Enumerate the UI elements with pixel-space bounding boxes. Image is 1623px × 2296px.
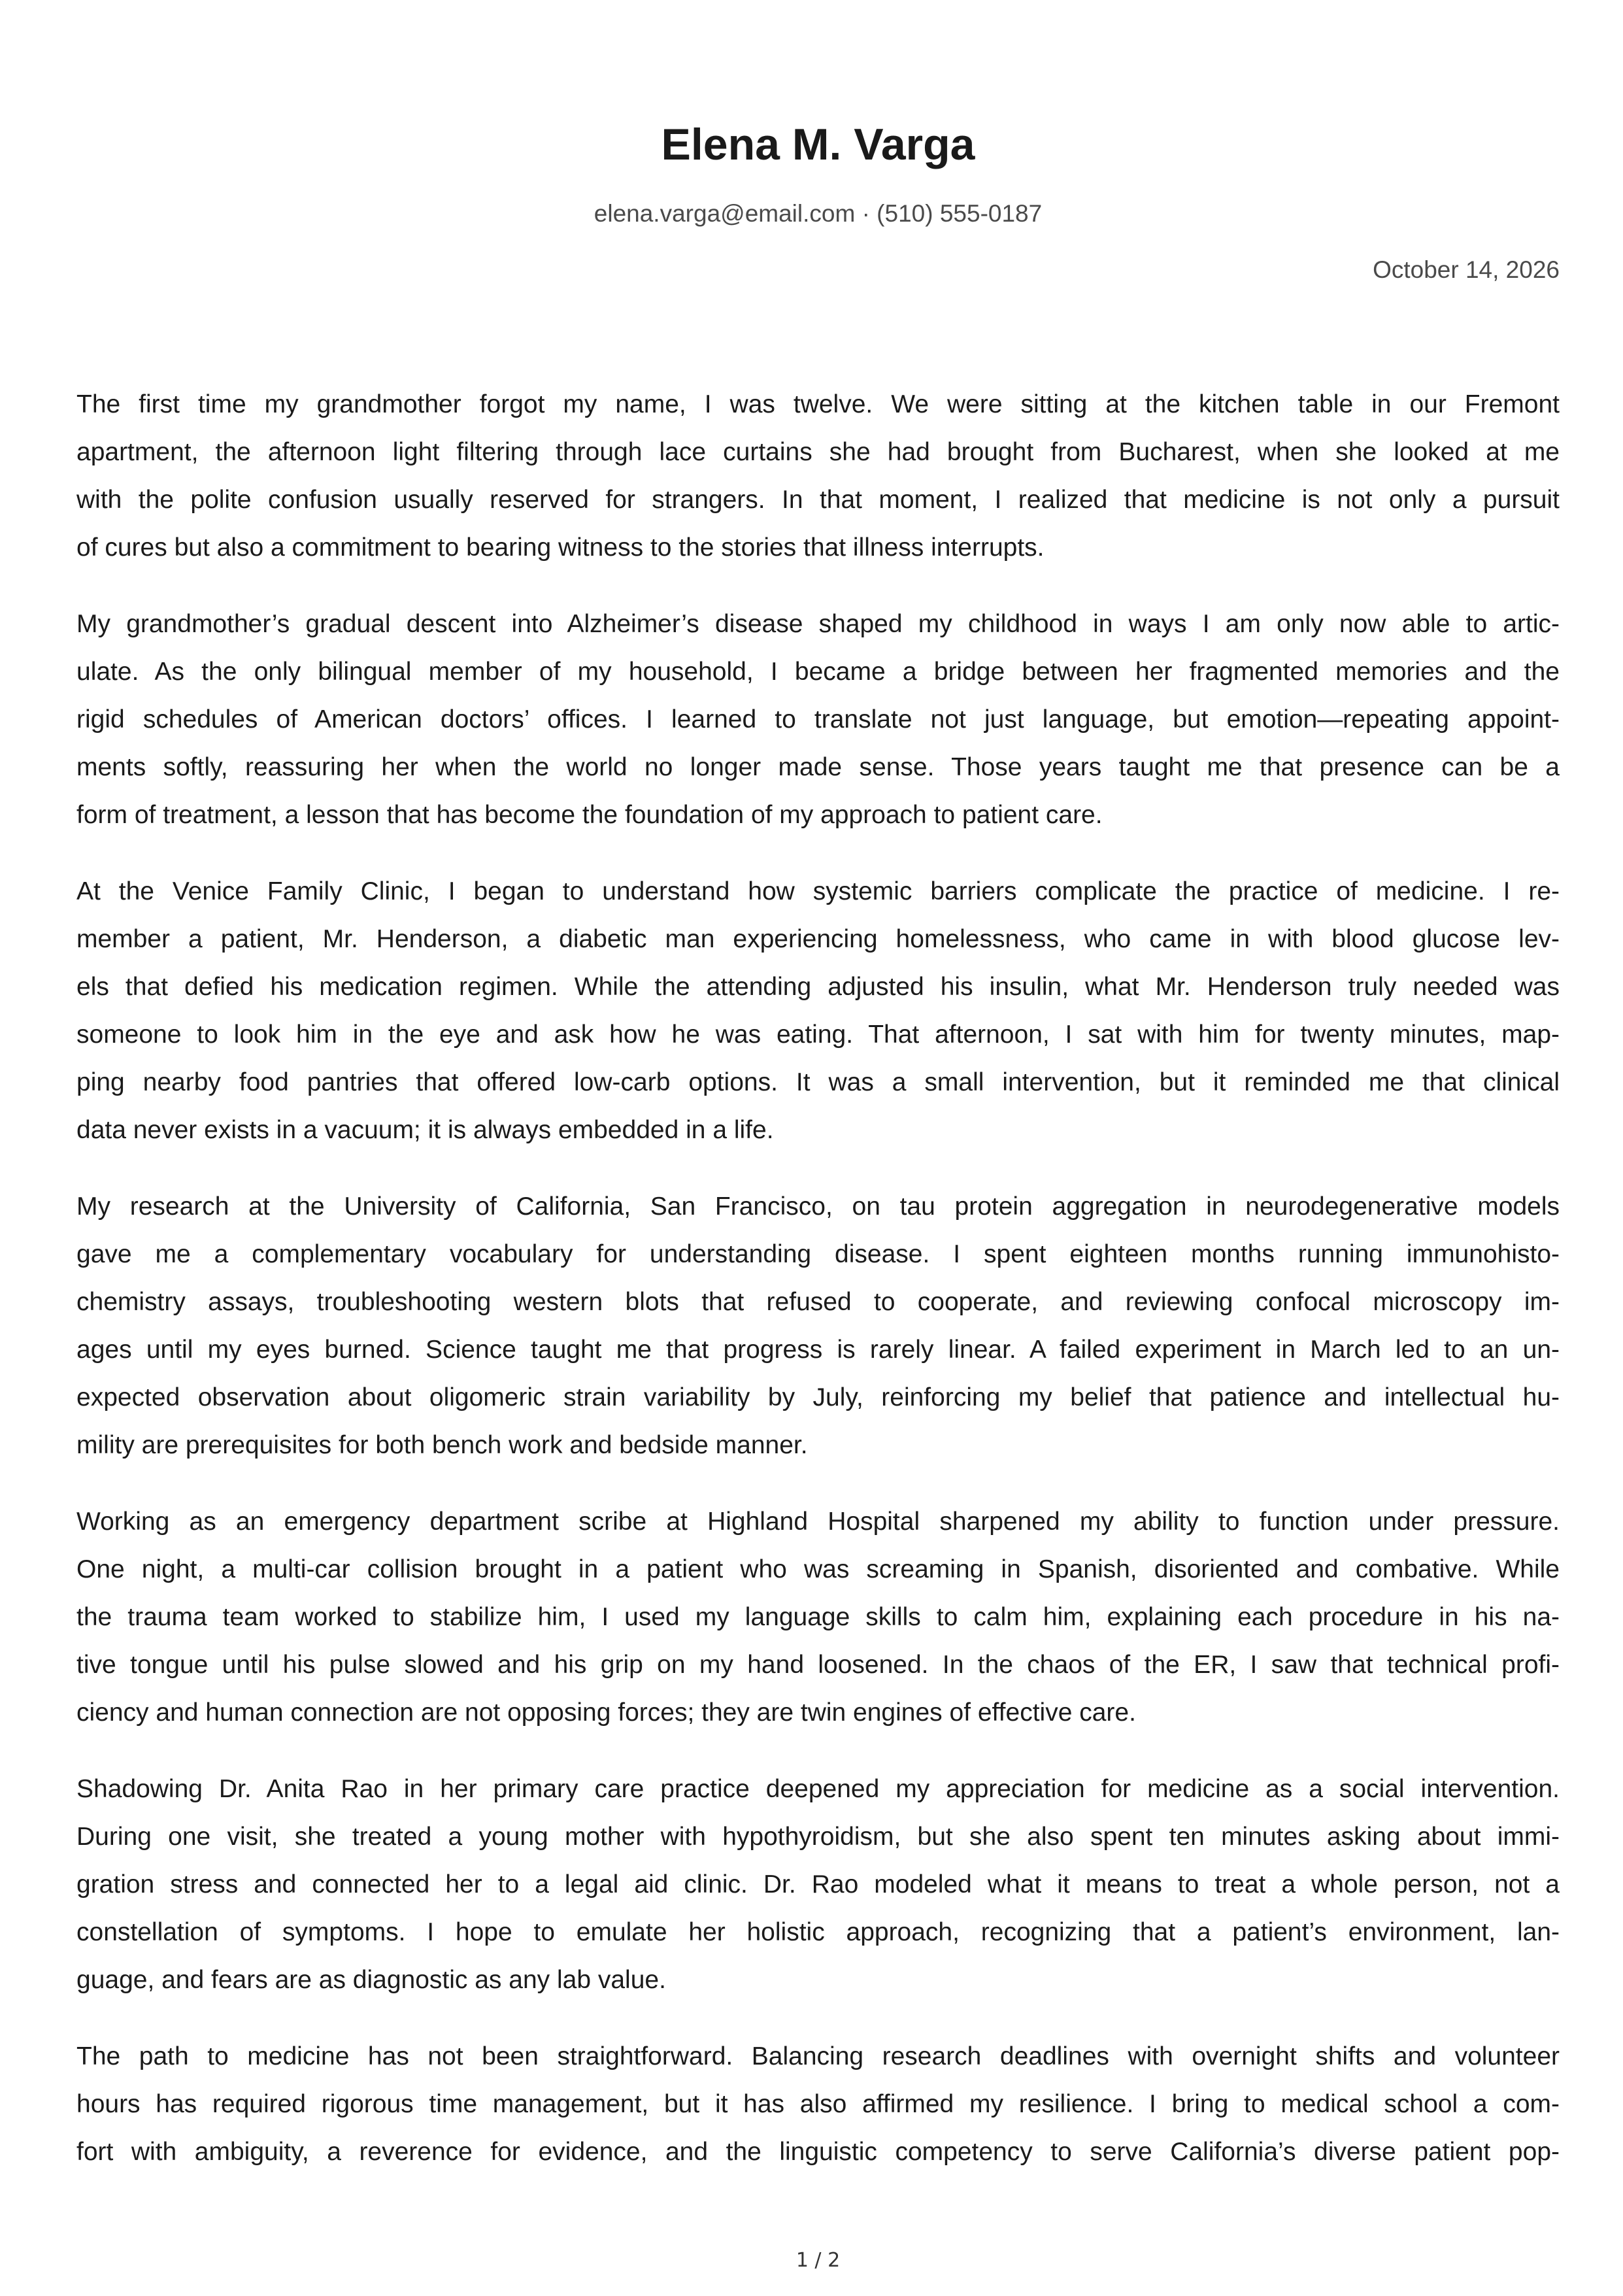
text-line: One night, a multi-car collision brought in a patient who was screaming in Spanish, disoriented and combative. While	[76, 1555, 1560, 1583]
text-line: gration stress and connected her to a legal aid clinic. Dr. Rao modeled what it means to treat a whole person, not a	[76, 1870, 1560, 1899]
text-line: with the polite confusion usually reserved for strangers. In that moment, I realized that medicine is not only a pursuit	[76, 486, 1560, 514]
text-line: the trauma team worked to stabilize him, I used my language skills to calm him, explaining each procedure in his na-	[76, 1603, 1560, 1631]
text-line: ping nearby food pantries that offered low-carb options. It was a small intervention, but it reminded me that clinical	[76, 1068, 1560, 1096]
text-line: At the Venice Family Clinic, I began to understand how systemic barriers complicate the practice of medicine. I re-	[76, 877, 1560, 905]
text-line: Shadowing Dr. Anita Rao in her primary care practice deepened my appreciation for medicine as a social intervention.	[76, 1775, 1560, 1803]
text-line: someone to look him in the eye and ask how he was eating. That afternoon, I sat with him for twenty minutes, map-	[76, 1021, 1560, 1049]
letter-date: October 14, 2026	[1373, 256, 1560, 283]
text-line: data never exists in a vacuum; it is always embedded in a life.	[76, 1116, 774, 1144]
contact-info: elena.varga@email.com · (510) 555-0187	[594, 200, 1043, 227]
text-line: The first time my grandmother forgot my name, I was twelve. We were sitting at the kitchen table in our Fremont	[76, 390, 1560, 418]
text-line: constellation of symptoms. I hope to emulate her holistic approach, recognizing that a patient’s environment, lan-	[76, 1918, 1560, 1946]
essay-body	[76, 380, 1560, 2204]
essay-paragraph	[76, 1498, 1560, 1736]
essay-paragraph	[76, 1183, 1560, 1469]
text-line: apartment, the afternoon light filtering through lace curtains she had brought from Bucharest, when she looked at me	[76, 438, 1560, 466]
text-line: mility are prerequisites for both bench work and bedside manner.	[76, 1431, 808, 1459]
text-line: guage, and fears are as diagnostic as any lab value.	[76, 1966, 666, 1994]
text-line: The path to medicine has not been straightforward. Balancing research deadlines with overnight shifts and volunteer	[76, 2042, 1560, 2070]
essay-paragraph	[76, 2033, 1560, 2176]
applicant-name: Elena M. Varga	[661, 120, 975, 169]
text-line: During one visit, she treated a young mother with hypothyroidism, but she also spent ten minutes asking about immi-	[76, 1823, 1560, 1851]
essay-paragraph	[76, 600, 1560, 839]
text-line: My research at the University of California, San Francisco, on tau protein aggregation in neurodegenerative models	[76, 1192, 1560, 1221]
text-line: rigid schedules of American doctors’ offices. I learned to translate not just language, but emotion—repeating appoint-	[76, 705, 1560, 734]
essay-paragraph	[76, 380, 1560, 571]
text-line: gave me a complementary vocabulary for understanding disease. I spent eighteen months running immunohisto-	[76, 1240, 1560, 1268]
text-line: hours has required rigorous time management, but it has also affirmed my resilience. I bring to medical school a com-	[76, 2090, 1560, 2118]
text-line: member a patient, Mr. Henderson, a diabetic man experiencing homelessness, who came in with blood glucose lev-	[76, 925, 1560, 953]
essay-paragraph	[76, 868, 1560, 1154]
page-number: 1 / 2	[795, 2249, 841, 2272]
text-line: ments softly, reassuring her when the world no longer made sense. Those years taught me that presence can be a	[76, 753, 1560, 781]
text-line: form of treatment, a lesson that has become the foundation of my approach to patient care.	[76, 801, 1103, 829]
text-line: els that defied his medication regimen. While the attending adjusted his insulin, what Mr. Henderson truly needed was	[76, 973, 1560, 1001]
text-line: ciency and human connection are not opposing forces; they are twin engines of effective care.	[76, 1698, 1136, 1727]
text-line: of cures but also a commitment to bearing witness to the stories that illness interrupts.	[76, 533, 1045, 562]
text-line: My grandmother’s gradual descent into Alzheimer’s disease shaped my childhood in ways I am only now able to artic-	[76, 610, 1560, 638]
text-line: ulate. As the only bilingual member of my household, I became a bridge between her fragmented memories and the	[76, 658, 1560, 686]
text-line: expected observation about oligomeric strain variability by July, reinforcing my belief that patience and intellectual hu-	[76, 1383, 1560, 1411]
essay-paragraph	[76, 1765, 1560, 2004]
text-line: chemistry assays, troubleshooting western blots that refused to cooperate, and reviewing confocal microscopy im-	[76, 1288, 1560, 1316]
text-line: fort with ambiguity, a reverence for evidence, and the linguistic competency to serve California’s diverse patient pop-	[76, 2138, 1560, 2166]
text-line: ages until my eyes burned. Science taught me that progress is rarely linear. A failed experiment in March led to an un-	[76, 1336, 1560, 1364]
text-line: Working as an emergency department scribe at Highland Hospital sharpened my ability to function under pressure.	[76, 1508, 1560, 1536]
text-line: tive tongue until his pulse slowed and his grip on my hand loosened. In the chaos of the ER, I saw that technical profi-	[76, 1651, 1560, 1679]
